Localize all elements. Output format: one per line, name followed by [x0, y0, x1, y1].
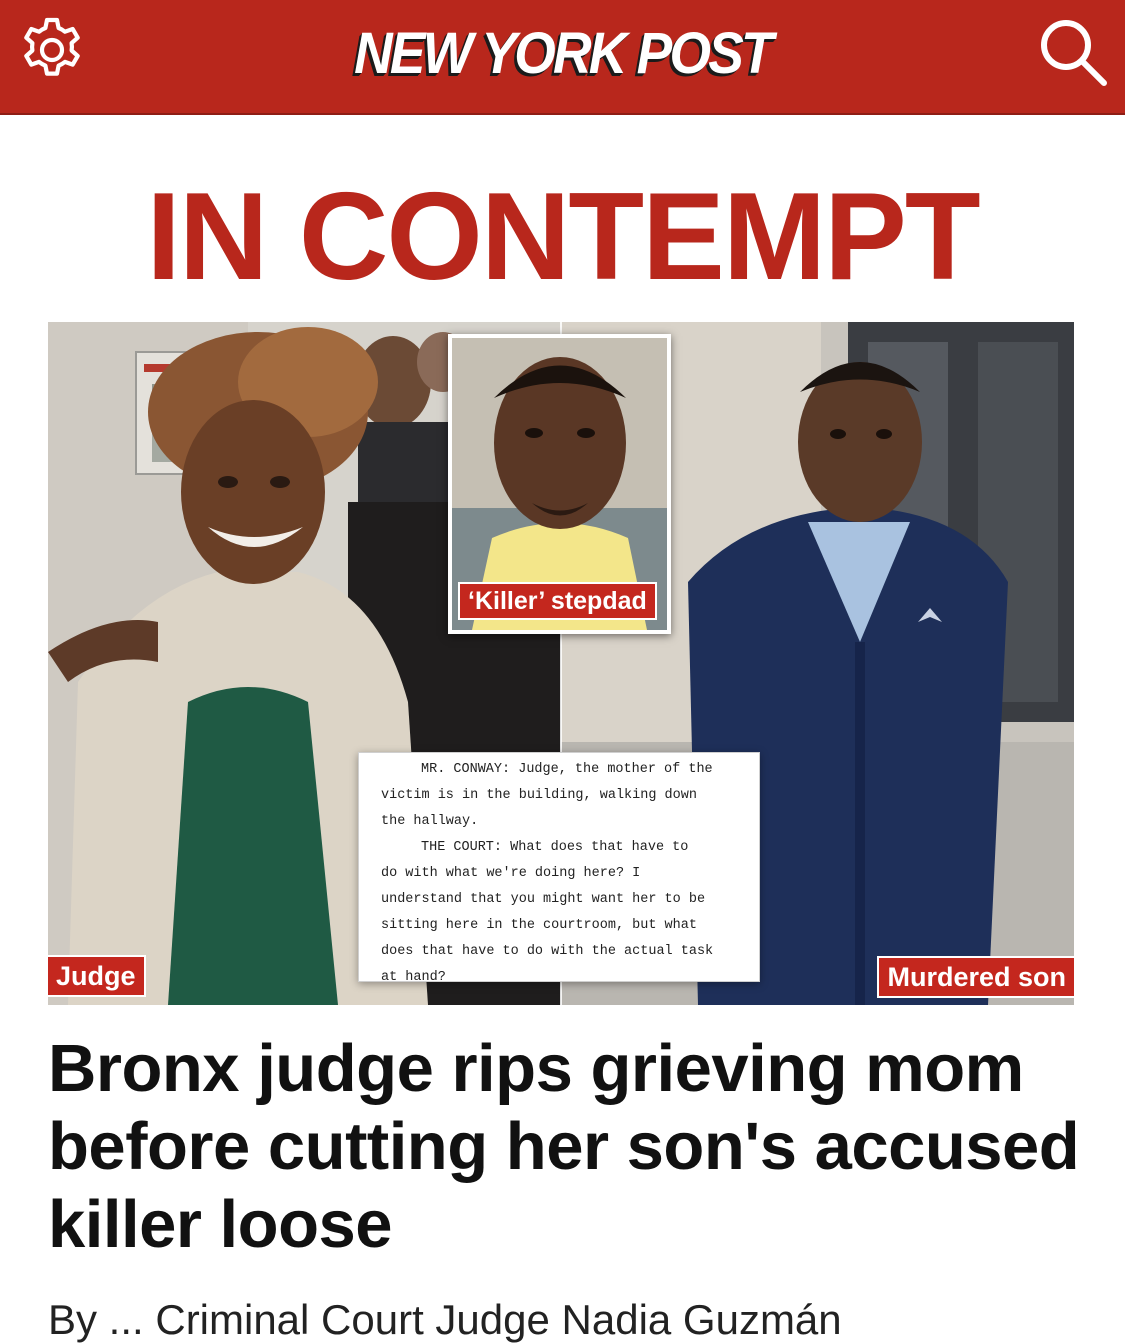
- settings-button[interactable]: [14, 12, 90, 88]
- byline-text: By ... Criminal Court Judge Nadia Guzmán: [48, 1296, 842, 1343]
- label-murdered-son: Murdered son: [877, 956, 1074, 998]
- transcript-line: understand that you might want her to be: [381, 892, 706, 907]
- article-headline[interactable]: Bronx judge rips grieving mom before cutting her son's accused killer loose: [48, 1031, 1080, 1262]
- hero-image[interactable]: [48, 322, 1074, 1005]
- transcript-line: victim is in the building, walking down: [381, 788, 697, 803]
- article-byline: [48, 1296, 1088, 1343]
- search-icon: [1036, 15, 1110, 89]
- top-nav-bar: [0, 0, 1125, 115]
- gear-icon: [16, 14, 88, 86]
- stepdad-inset-photo: [448, 334, 671, 634]
- transcript-line: do with what we're doing here? I: [381, 866, 641, 881]
- transcript-line: THE COURT: What does that have to: [421, 840, 689, 855]
- transcript-line: sitting here in the courtroom, but what: [381, 918, 697, 933]
- site-logo[interactable]: [330, 14, 795, 92]
- transcript-line: at hand?: [381, 970, 446, 985]
- logo-text: NEW YORK POST: [354, 20, 771, 86]
- label-judge: Judge: [48, 955, 146, 997]
- label-stepdad: ‘Killer’ stepdad: [458, 582, 657, 620]
- transcript-line: does that have to do with the actual task: [381, 944, 714, 959]
- court-transcript: [358, 752, 760, 985]
- search-button[interactable]: [1032, 12, 1114, 92]
- transcript-line: MR. CONWAY: Judge, the mother of the: [421, 762, 713, 777]
- transcript-line: the hallway.: [381, 814, 479, 829]
- section-kicker: IN CONTEMPT: [146, 168, 979, 306]
